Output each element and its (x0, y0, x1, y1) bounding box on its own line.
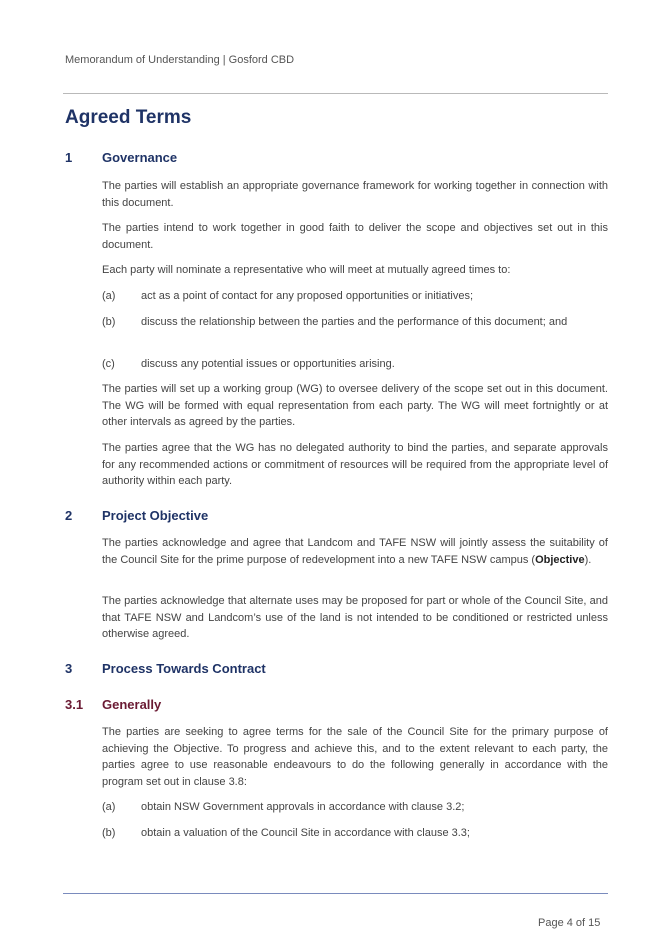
list-item-label: (b) (102, 316, 116, 328)
list-item-label: (b) (102, 827, 116, 839)
paragraph: The parties acknowledge that alternate uses may be proposed for part or whole of the Council Site, and that TAFE NSW and Landcom’s use of the land is not intended to be conditioned or restricted unless otherwise agreed. (102, 595, 608, 640)
section-number: 2 (65, 508, 73, 523)
list-item-label: (c) (102, 358, 115, 370)
paragraph: The parties will establish an appropriate governance framework for working together in connection with this document. (102, 180, 608, 209)
paragraph: Each party will nominate a representative who will meet at mutually agreed times to: (102, 264, 511, 276)
section-title: Governance (102, 150, 178, 165)
list-item-text: obtain NSW Government approvals in accordance with clause 3.2; (141, 801, 465, 813)
paragraph: The parties will set up a working group (WG) to oversee delivery of the scope set out in this document. The WG will be formed with equal representation from each party. The WG will meet fortnightly or at other intervals as agreed by the parties. (102, 383, 608, 428)
paragraph: The parties intend to work together in good faith to deliver the scope and objectives set out in this document. (102, 222, 608, 251)
paragraph-text: The parties acknowledge and agree that Landcom and TAFE NSW will jointly assess the suitability of the Council Site for the prime purpose of redevelopment into a new TAFE NSW campus ( (102, 537, 608, 566)
section-title: Project Objective (102, 508, 209, 523)
subsection-title: Generally (102, 697, 162, 712)
paragraph: The parties agree that the WG has no delegated authority to bind the parties, and separate approvals for any recommended actions or commitment of resources will be required from the appropriate level of authority within each party. (102, 442, 608, 487)
defined-term: Objective (535, 553, 585, 566)
list-item-text: discuss any potential issues or opportunities arising. (141, 358, 395, 370)
paragraph-objective (102, 535, 608, 568)
list-item-label: (a) (102, 290, 116, 302)
page-heading: Agreed Terms (65, 107, 192, 128)
list-item-label: (a) (102, 801, 116, 813)
running-header: Memorandum of Understanding | Gosford CBD (65, 54, 295, 66)
page-number: Page 4 of 15 (538, 917, 601, 929)
list-item-text: discuss the relationship between the parties and the performance of this document; and (141, 316, 568, 328)
section-title: Process Towards Contract (102, 661, 266, 676)
footer-divider (63, 893, 608, 894)
paragraph: The parties are seeking to agree terms for the sale of the Council Site for the primary purpose of achieving the Objective. To progress and achieve this, and to the extent relevant to each party, the parties agree to use reasonable endeavours to do the following generally in accordance with the program set out in clause 3.8: (102, 726, 608, 788)
list-item-text: obtain a valuation of the Council Site in accordance with clause 3.3; (141, 827, 470, 839)
header-divider (63, 93, 608, 94)
paragraph-text: ). (584, 553, 592, 566)
section-number: 1 (65, 150, 73, 165)
subsection-number: 3.1 (65, 697, 84, 712)
list-item-text: act as a point of contact for any proposed opportunities or initiatives; (141, 290, 474, 302)
section-number: 3 (65, 661, 73, 676)
